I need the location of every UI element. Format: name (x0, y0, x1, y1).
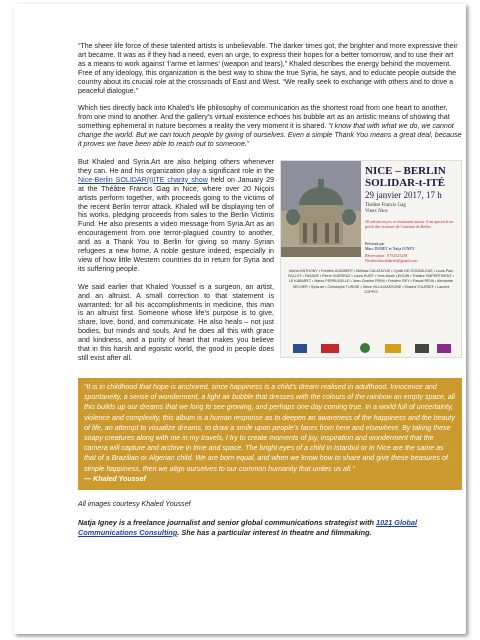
paragraph-charity (78, 158, 274, 274)
quote-text: “It is in childhood that hope is anchored, since happiness is a child’s dream realised in adulthood. Innocence and spontaneity, a sense of wonderment, a light air bubble that dresses with the colours of the rainbow an empty space, all this builds up our dreams that we long to see growing, and perhaps one day coming true. In a world full of uncertainty, violence and complexity, this album is a human response as to deepen an awareness of the happiness and the beauty of life, an attempt to visualize dreams, to draw a smile upon people’s faces from here and elsewhere. By taking these soapy creatures along with me in my travels, I try to create moments of joy, inspiration and wonderment that the camera will capture and archive in time and space. The bright eyes of a child in Istanbul or in Nice are the same as that of a Brazilian or Algerian child. We are born equal, and when we know how to share and give these treasures of simple happiness, then we align ourselves to our common humanity that unites us all.” (84, 382, 455, 473)
paragraph-quote-khaled (78, 42, 462, 95)
paragraph-philosophy (78, 104, 462, 149)
highlighted-quote (78, 378, 462, 490)
poster-venue-line: Théâtre Francis Gag (365, 202, 406, 208)
poster-reservation-line: Niceberlinsolidarite@gmail.com (365, 257, 418, 263)
poster-date: 29 janvier 2017, 17 h (365, 189, 442, 200)
poster-title (365, 165, 446, 189)
poster-title-line: SOLIDAR-t-ITÉ (365, 176, 446, 189)
article-body (78, 42, 462, 547)
poster-description: 20 artistes niçois se réunissent autour d’un spectacle au profit des victimes de l’attentat de Berlin (365, 218, 454, 229)
bio-text: Natja Igney is a freelance journalist and senior global communications strategist with (78, 517, 377, 527)
consulting-link[interactable]: 1021 Global Communications Consulting (78, 517, 417, 537)
poster-venue-line: Vieux Nice (365, 208, 388, 214)
poster-presenters-line: Présenté par (365, 240, 385, 246)
poster-reservation (365, 253, 417, 263)
sponsor-logos (281, 341, 461, 355)
paragraph-text: We said earlier that Khaled Youssef is a surgeon, an artist, and an altruist. A small correction to that statement is warranted: for all his accomplishments in medicine, this man is an altruist first. Someone whose life’s purpose is to give, share, love, bond, and communicate. He also heals – not just bodies, but minds and souls. And he does all this with grace and kindness, and a purity of heart that makes you believe that in this harsh and egoistic world, the good in people does still exist after all. (78, 282, 274, 362)
paragraph-text: held on January 29 at the Théâtre Francis Gag in Nice, where over 20 Niçois artists perform together, with proceeds going to the victims of the recent Berlin terror attack. Khaled will be displaying ten of his works, pledging proceeds from sales to the Berlin Victims Fund. He also presents a video message from Syria.Art as an encouragement from one terror-plagued country to another, and as a Thank You to Berlin for giving so many Syrian refugees a new home. A noble gesture indeed, especially in view of how little Western countries do in return for Syria and its suffering people. (78, 175, 274, 273)
poster-venue (365, 203, 406, 215)
poster-artist-names: Michel ANTHONY • Frédéric AUDIBERT • Mélissa CALATAYUD • Cyrille DE GONZALDUE • Louis-Paul FALLOT • FASADE • Pierre GUERRAZ • Laura HURT • Yves-Marie LEGUIN • Théâtre l’IMPERTINENT • LE KABARET • Marco PERRUGELLE • Jean-Charles PRINI • Frédéric REY • Pascal REVA • Alexandre SECHER • Syria.art • Christophe TURGIE • Steve VILLA MASSONE • Khaled YOUSSEF • Laurent ZOPPIS (288, 268, 454, 294)
paragraph-altruist (78, 283, 274, 363)
paragraph-quote: “I know that with what we do, we cannot change the world. But we can touch people by giving of ourselves. Even a simple Thank You means a great deal, because it proves we have been able to reach out to someone.” (78, 122, 462, 149)
image-credits: All images courtesy Khaled Youssef (78, 499, 191, 508)
poster-presenters (365, 241, 415, 251)
bio-text: . She has a particular interest in theatre and filmmaking. (177, 527, 372, 537)
charity-section (78, 158, 462, 372)
author-bio (78, 518, 462, 538)
quote-attribution: — Khaled Youssef (84, 474, 146, 483)
poster-presenters-line: Marc DUBET et Natja IGNEY (365, 245, 415, 251)
event-poster-image (280, 160, 462, 358)
paragraph-text: But Khaled and Syria.Art are also helping others whenever they can. He and his organization play a significant role in the (78, 157, 274, 175)
paragraph-text: Which ties directly back into Khaled’s life philosophy of communication as the shortest road from one heart to another, from one mind to another. And the gallery’s virtual existence echoes his bubble art as an artistic means of showing that something ephemeral in nature becomes a reality the very moment it is shared. (78, 104, 450, 131)
poster-reservation-line: Réservation : 0752525238 (365, 252, 408, 258)
document-page (14, 4, 466, 634)
poster-title-line: NICE – BERLIN (365, 164, 446, 177)
charity-show-link[interactable]: Nice-Berlin SOLIDAR(t)ITE charity show (78, 175, 208, 184)
paragraph-text: “The sheer life force of these talented artists is unbelievable. The darker times got, the brighter and more expressive their art became. It was as if they had a need, even an urge, to express their hopes for a better tomorrow, and to use their art as a means to work against ‘l’arme et larmes’ (weapon and tears),” Khaled describes the energy behind the movement. Free of any ideology, this organization is the best way to show the true Syria, he says, and to educate people outside the country about its crucial role at the crossroads of East and West. “We really seek to exchange with others and to drive a peaceful dialogue.” (78, 42, 458, 95)
